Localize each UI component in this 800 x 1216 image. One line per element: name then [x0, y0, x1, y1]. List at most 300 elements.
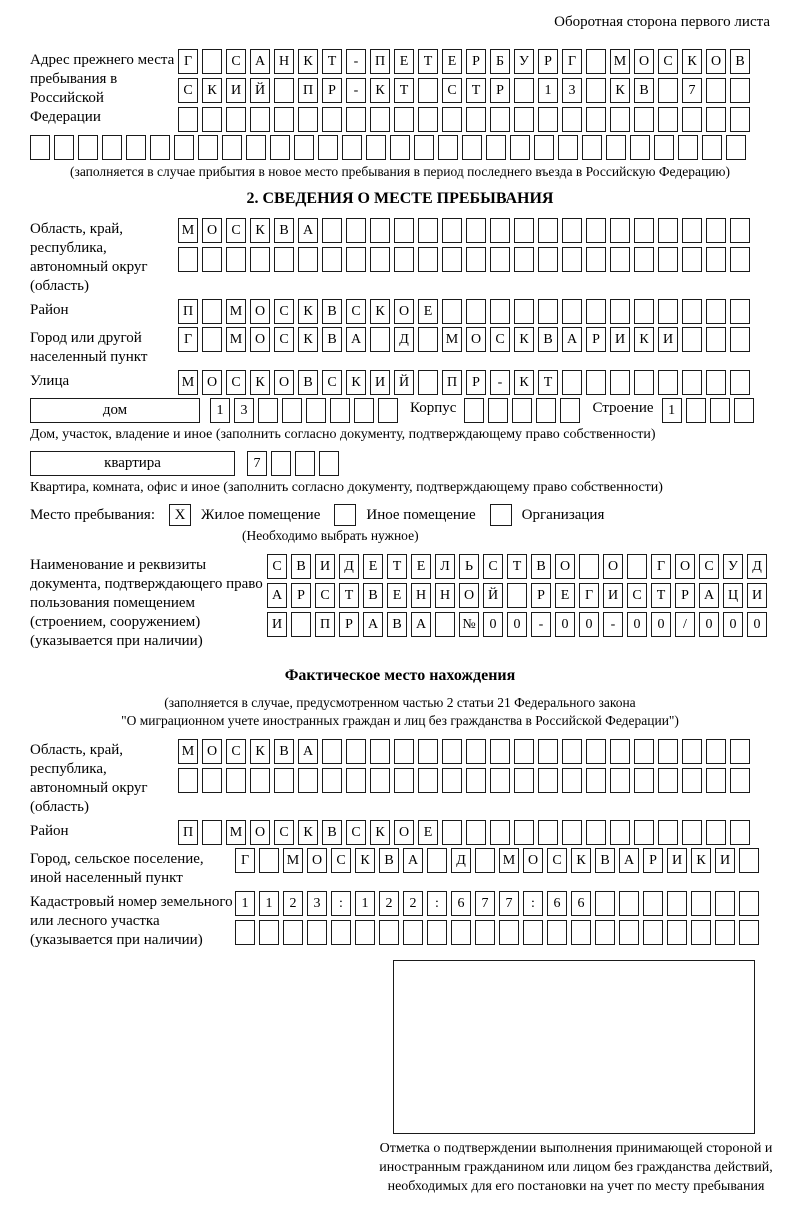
- form-cell[interactable]: 6: [451, 891, 471, 916]
- form-cell[interactable]: В: [730, 49, 750, 74]
- form-cell[interactable]: [390, 135, 410, 160]
- form-cell[interactable]: [418, 327, 438, 352]
- form-cell[interactable]: [538, 768, 558, 793]
- form-cell[interactable]: К: [250, 218, 270, 243]
- form-cell[interactable]: [427, 848, 447, 873]
- form-cell[interactable]: В: [387, 612, 407, 637]
- form-cell[interactable]: -: [346, 78, 366, 103]
- form-cell[interactable]: [739, 891, 759, 916]
- form-cell[interactable]: [606, 135, 626, 160]
- form-cell[interactable]: [202, 327, 222, 352]
- form-cell[interactable]: [682, 299, 702, 324]
- form-cell[interactable]: [466, 218, 486, 243]
- form-cell[interactable]: А: [562, 327, 582, 352]
- form-cell[interactable]: Л: [435, 554, 455, 579]
- form-cell[interactable]: О: [250, 327, 270, 352]
- form-cell[interactable]: Р: [291, 583, 311, 608]
- form-cell[interactable]: [610, 247, 630, 272]
- form-cell[interactable]: Н: [435, 583, 455, 608]
- form-cell[interactable]: [298, 768, 318, 793]
- form-cell[interactable]: [562, 768, 582, 793]
- form-cell[interactable]: [514, 78, 534, 103]
- form-cell[interactable]: [403, 920, 423, 945]
- form-cell[interactable]: [475, 848, 495, 873]
- form-cell[interactable]: [706, 218, 726, 243]
- form-cell[interactable]: [730, 820, 750, 845]
- form-cell[interactable]: О: [634, 49, 654, 74]
- form-cell[interactable]: [634, 370, 654, 395]
- form-cell[interactable]: 2: [403, 891, 423, 916]
- form-cell[interactable]: [658, 820, 678, 845]
- form-cell[interactable]: [466, 739, 486, 764]
- form-cell[interactable]: О: [555, 554, 575, 579]
- form-cell[interactable]: [202, 820, 222, 845]
- form-cell[interactable]: [514, 247, 534, 272]
- form-cell[interactable]: [354, 398, 374, 423]
- form-cell[interactable]: [658, 218, 678, 243]
- form-cell[interactable]: [523, 920, 543, 945]
- form-cell[interactable]: К: [370, 820, 390, 845]
- form-cell[interactable]: [634, 299, 654, 324]
- form-cell[interactable]: [490, 218, 510, 243]
- form-cell[interactable]: [418, 247, 438, 272]
- form-cell[interactable]: [466, 768, 486, 793]
- form-cell[interactable]: [274, 107, 294, 132]
- form-cell[interactable]: [730, 218, 750, 243]
- form-cell[interactable]: 0: [627, 612, 647, 637]
- form-cell[interactable]: [682, 107, 702, 132]
- form-cell[interactable]: [259, 920, 279, 945]
- form-cell[interactable]: [514, 107, 534, 132]
- form-cell[interactable]: [466, 820, 486, 845]
- form-cell[interactable]: Р: [586, 327, 606, 352]
- form-cell[interactable]: Р: [490, 78, 510, 103]
- form-cell[interactable]: [739, 920, 759, 945]
- form-cell[interactable]: [634, 768, 654, 793]
- form-cell[interactable]: [319, 451, 339, 476]
- form-cell[interactable]: [586, 768, 606, 793]
- form-cell[interactable]: [586, 247, 606, 272]
- form-cell[interactable]: [678, 135, 698, 160]
- form-cell[interactable]: И: [315, 554, 335, 579]
- form-cell[interactable]: К: [691, 848, 711, 873]
- form-cell[interactable]: [442, 739, 462, 764]
- form-cell[interactable]: 3: [234, 398, 254, 423]
- form-cell[interactable]: Д: [451, 848, 471, 873]
- form-cell[interactable]: И: [610, 327, 630, 352]
- form-cell[interactable]: Г: [651, 554, 671, 579]
- form-cell[interactable]: В: [531, 554, 551, 579]
- form-cell[interactable]: [682, 768, 702, 793]
- form-cell[interactable]: 0: [651, 612, 671, 637]
- form-cell[interactable]: Т: [466, 78, 486, 103]
- form-cell[interactable]: [667, 891, 687, 916]
- form-cell[interactable]: Г: [562, 49, 582, 74]
- form-cell[interactable]: [730, 327, 750, 352]
- form-cell[interactable]: [235, 920, 255, 945]
- form-cell[interactable]: [586, 78, 606, 103]
- form-cell[interactable]: Ь: [459, 554, 479, 579]
- form-cell[interactable]: Д: [339, 554, 359, 579]
- form-cell[interactable]: Т: [339, 583, 359, 608]
- form-cell[interactable]: [370, 247, 390, 272]
- form-cell[interactable]: [730, 739, 750, 764]
- form-cell[interactable]: [198, 135, 218, 160]
- form-cell[interactable]: [682, 247, 702, 272]
- form-cell[interactable]: [270, 135, 290, 160]
- form-cell[interactable]: О: [603, 554, 623, 579]
- form-cell[interactable]: [730, 247, 750, 272]
- form-cell[interactable]: [634, 107, 654, 132]
- form-cell[interactable]: [706, 820, 726, 845]
- form-cell[interactable]: [394, 768, 414, 793]
- form-cell[interactable]: [706, 327, 726, 352]
- form-cell[interactable]: 6: [571, 891, 591, 916]
- form-cell[interactable]: А: [250, 49, 270, 74]
- form-cell[interactable]: Р: [531, 583, 551, 608]
- form-cell[interactable]: А: [411, 612, 431, 637]
- form-cell[interactable]: [560, 398, 580, 423]
- form-cell[interactable]: [706, 247, 726, 272]
- form-cell[interactable]: В: [322, 327, 342, 352]
- form-cell[interactable]: К: [250, 739, 270, 764]
- form-cell[interactable]: [370, 107, 390, 132]
- form-cell[interactable]: [634, 218, 654, 243]
- form-cell[interactable]: А: [298, 739, 318, 764]
- form-cell[interactable]: С: [226, 739, 246, 764]
- form-cell[interactable]: [610, 768, 630, 793]
- form-cell[interactable]: С: [483, 554, 503, 579]
- form-cell[interactable]: Е: [363, 554, 383, 579]
- form-cell[interactable]: [682, 218, 702, 243]
- form-cell[interactable]: [178, 247, 198, 272]
- form-cell[interactable]: [318, 135, 338, 160]
- form-cell[interactable]: [558, 135, 578, 160]
- form-cell[interactable]: 1: [210, 398, 230, 423]
- form-cell[interactable]: [488, 398, 508, 423]
- form-cell[interactable]: -: [531, 612, 551, 637]
- form-cell[interactable]: [643, 920, 663, 945]
- form-cell[interactable]: :: [523, 891, 543, 916]
- form-cell[interactable]: К: [370, 299, 390, 324]
- form-cell[interactable]: К: [634, 327, 654, 352]
- form-cell[interactable]: [490, 768, 510, 793]
- form-cell[interactable]: [627, 554, 647, 579]
- form-cell[interactable]: 0: [723, 612, 743, 637]
- form-cell[interactable]: [706, 370, 726, 395]
- form-cell[interactable]: М: [226, 327, 246, 352]
- form-cell[interactable]: [730, 768, 750, 793]
- form-cell[interactable]: [658, 247, 678, 272]
- form-cell[interactable]: [394, 107, 414, 132]
- form-cell[interactable]: [346, 247, 366, 272]
- form-cell[interactable]: Ц: [723, 583, 743, 608]
- form-cell[interactable]: [514, 299, 534, 324]
- form-cell[interactable]: Т: [322, 49, 342, 74]
- form-cell[interactable]: [490, 820, 510, 845]
- form-cell[interactable]: [730, 370, 750, 395]
- form-cell[interactable]: О: [274, 370, 294, 395]
- stay-type-checkbox-residential[interactable]: X: [169, 504, 191, 526]
- form-cell[interactable]: [414, 135, 434, 160]
- form-cell[interactable]: В: [298, 370, 318, 395]
- form-cell[interactable]: [174, 135, 194, 160]
- form-cell[interactable]: [726, 135, 746, 160]
- form-cell[interactable]: [466, 247, 486, 272]
- form-cell[interactable]: Т: [507, 554, 527, 579]
- form-cell[interactable]: [586, 49, 606, 74]
- form-cell[interactable]: О: [466, 327, 486, 352]
- form-cell[interactable]: Е: [555, 583, 575, 608]
- form-cell[interactable]: [490, 107, 510, 132]
- form-cell[interactable]: 7: [475, 891, 495, 916]
- form-cell[interactable]: [490, 299, 510, 324]
- form-cell[interactable]: Р: [322, 78, 342, 103]
- form-cell[interactable]: [547, 920, 567, 945]
- form-cell[interactable]: Н: [411, 583, 431, 608]
- form-cell[interactable]: С: [658, 49, 678, 74]
- form-cell[interactable]: [274, 768, 294, 793]
- form-cell[interactable]: В: [595, 848, 615, 873]
- form-cell[interactable]: [586, 739, 606, 764]
- form-cell[interactable]: [342, 135, 362, 160]
- form-cell[interactable]: О: [706, 49, 726, 74]
- form-cell[interactable]: [610, 218, 630, 243]
- stay-type-checkbox-organization[interactable]: [490, 504, 512, 526]
- form-cell[interactable]: М: [442, 327, 462, 352]
- form-cell[interactable]: [710, 398, 730, 423]
- form-cell[interactable]: В: [379, 848, 399, 873]
- form-cell[interactable]: Г: [178, 49, 198, 74]
- form-cell[interactable]: [562, 370, 582, 395]
- form-cell[interactable]: [442, 218, 462, 243]
- form-cell[interactable]: И: [226, 78, 246, 103]
- form-cell[interactable]: С: [331, 848, 351, 873]
- form-cell[interactable]: С: [322, 370, 342, 395]
- form-cell[interactable]: В: [363, 583, 383, 608]
- form-cell[interactable]: М: [178, 370, 198, 395]
- form-cell[interactable]: О: [523, 848, 543, 873]
- form-cell[interactable]: [271, 451, 291, 476]
- form-cell[interactable]: Р: [466, 49, 486, 74]
- form-cell[interactable]: [534, 135, 554, 160]
- form-cell[interactable]: 7: [499, 891, 519, 916]
- form-cell[interactable]: К: [202, 78, 222, 103]
- form-cell[interactable]: [250, 247, 270, 272]
- form-cell[interactable]: Е: [442, 49, 462, 74]
- form-cell[interactable]: [730, 107, 750, 132]
- form-cell[interactable]: [202, 299, 222, 324]
- form-cell[interactable]: А: [363, 612, 383, 637]
- form-cell[interactable]: [654, 135, 674, 160]
- form-cell[interactable]: К: [298, 299, 318, 324]
- form-cell[interactable]: [630, 135, 650, 160]
- form-cell[interactable]: П: [178, 820, 198, 845]
- form-cell[interactable]: 0: [699, 612, 719, 637]
- form-cell[interactable]: [634, 247, 654, 272]
- form-cell[interactable]: 1: [538, 78, 558, 103]
- form-cell[interactable]: Б: [490, 49, 510, 74]
- form-cell[interactable]: [571, 920, 591, 945]
- form-cell[interactable]: 0: [747, 612, 767, 637]
- form-cell[interactable]: О: [394, 299, 414, 324]
- form-cell[interactable]: Й: [483, 583, 503, 608]
- form-cell[interactable]: К: [346, 370, 366, 395]
- form-cell[interactable]: И: [658, 327, 678, 352]
- form-cell[interactable]: Р: [339, 612, 359, 637]
- form-cell[interactable]: [466, 107, 486, 132]
- form-cell[interactable]: [331, 920, 351, 945]
- form-cell[interactable]: [126, 135, 146, 160]
- form-cell[interactable]: [512, 398, 532, 423]
- form-cell[interactable]: С: [490, 327, 510, 352]
- form-cell[interactable]: [490, 739, 510, 764]
- form-cell[interactable]: [582, 135, 602, 160]
- form-cell[interactable]: :: [427, 891, 447, 916]
- form-cell[interactable]: [222, 135, 242, 160]
- form-cell[interactable]: №: [459, 612, 479, 637]
- form-cell[interactable]: У: [514, 49, 534, 74]
- form-cell[interactable]: [538, 218, 558, 243]
- form-cell[interactable]: 1: [235, 891, 255, 916]
- form-cell[interactable]: [536, 398, 556, 423]
- form-cell[interactable]: [586, 370, 606, 395]
- form-cell[interactable]: [686, 398, 706, 423]
- form-cell[interactable]: [322, 218, 342, 243]
- form-cell[interactable]: С: [274, 820, 294, 845]
- form-cell[interactable]: 1: [259, 891, 279, 916]
- form-cell[interactable]: [298, 107, 318, 132]
- form-cell[interactable]: Е: [418, 299, 438, 324]
- form-cell[interactable]: О: [250, 820, 270, 845]
- form-cell[interactable]: [418, 739, 438, 764]
- form-cell[interactable]: [562, 218, 582, 243]
- form-cell[interactable]: [610, 820, 630, 845]
- form-cell[interactable]: М: [226, 820, 246, 845]
- form-cell[interactable]: Г: [235, 848, 255, 873]
- form-cell[interactable]: В: [634, 78, 654, 103]
- form-cell[interactable]: [682, 820, 702, 845]
- form-cell[interactable]: И: [715, 848, 735, 873]
- stay-type-checkbox-other[interactable]: [334, 504, 356, 526]
- form-cell[interactable]: [295, 451, 315, 476]
- form-cell[interactable]: О: [394, 820, 414, 845]
- form-cell[interactable]: С: [346, 820, 366, 845]
- form-cell[interactable]: 2: [283, 891, 303, 916]
- form-cell[interactable]: С: [346, 299, 366, 324]
- form-cell[interactable]: [619, 920, 639, 945]
- form-cell[interactable]: К: [250, 370, 270, 395]
- form-cell[interactable]: К: [571, 848, 591, 873]
- form-cell[interactable]: [226, 768, 246, 793]
- form-cell[interactable]: 6: [547, 891, 567, 916]
- form-cell[interactable]: [734, 398, 754, 423]
- form-cell[interactable]: [178, 107, 198, 132]
- form-cell[interactable]: В: [274, 218, 294, 243]
- form-cell[interactable]: А: [267, 583, 287, 608]
- form-cell[interactable]: [202, 768, 222, 793]
- form-cell[interactable]: [274, 78, 294, 103]
- form-cell[interactable]: [562, 107, 582, 132]
- form-cell[interactable]: [442, 768, 462, 793]
- form-cell[interactable]: [682, 370, 702, 395]
- form-cell[interactable]: -: [490, 370, 510, 395]
- form-cell[interactable]: [346, 739, 366, 764]
- form-cell[interactable]: [486, 135, 506, 160]
- form-cell[interactable]: 3: [562, 78, 582, 103]
- form-cell[interactable]: [586, 299, 606, 324]
- form-cell[interactable]: [379, 920, 399, 945]
- form-cell[interactable]: У: [723, 554, 743, 579]
- form-cell[interactable]: [282, 398, 302, 423]
- form-cell[interactable]: [370, 327, 390, 352]
- form-cell[interactable]: [658, 768, 678, 793]
- form-cell[interactable]: М: [610, 49, 630, 74]
- form-cell[interactable]: О: [202, 218, 222, 243]
- form-cell[interactable]: Р: [675, 583, 695, 608]
- form-cell[interactable]: [294, 135, 314, 160]
- form-cell[interactable]: [418, 218, 438, 243]
- form-cell[interactable]: Т: [394, 78, 414, 103]
- form-cell[interactable]: [30, 135, 50, 160]
- form-cell[interactable]: С: [547, 848, 567, 873]
- form-cell[interactable]: [442, 820, 462, 845]
- form-cell[interactable]: [514, 218, 534, 243]
- form-cell[interactable]: В: [291, 554, 311, 579]
- form-cell[interactable]: [595, 920, 615, 945]
- form-cell[interactable]: [514, 768, 534, 793]
- form-cell[interactable]: [226, 247, 246, 272]
- form-cell[interactable]: 0: [507, 612, 527, 637]
- form-cell[interactable]: [418, 107, 438, 132]
- form-cell[interactable]: [322, 768, 342, 793]
- form-cell[interactable]: К: [610, 78, 630, 103]
- form-cell[interactable]: Д: [747, 554, 767, 579]
- form-cell[interactable]: [510, 135, 530, 160]
- form-cell[interactable]: К: [355, 848, 375, 873]
- form-cell[interactable]: [322, 107, 342, 132]
- form-cell[interactable]: [78, 135, 98, 160]
- form-cell[interactable]: [691, 891, 711, 916]
- form-cell[interactable]: Т: [418, 49, 438, 74]
- form-cell[interactable]: О: [459, 583, 479, 608]
- form-cell[interactable]: [610, 299, 630, 324]
- form-cell[interactable]: 0: [483, 612, 503, 637]
- form-cell[interactable]: В: [274, 739, 294, 764]
- form-cell[interactable]: [394, 739, 414, 764]
- form-cell[interactable]: -: [346, 49, 366, 74]
- form-cell[interactable]: [330, 398, 350, 423]
- form-cell[interactable]: [702, 135, 722, 160]
- form-cell[interactable]: [475, 920, 495, 945]
- form-cell[interactable]: [562, 299, 582, 324]
- form-cell[interactable]: :: [331, 891, 351, 916]
- form-cell[interactable]: [715, 920, 735, 945]
- form-cell[interactable]: [226, 107, 246, 132]
- form-cell[interactable]: К: [298, 49, 318, 74]
- form-cell[interactable]: Е: [411, 554, 431, 579]
- form-cell[interactable]: [586, 820, 606, 845]
- form-cell[interactable]: О: [675, 554, 695, 579]
- form-cell[interactable]: [442, 107, 462, 132]
- form-cell[interactable]: [562, 820, 582, 845]
- form-cell[interactable]: [202, 49, 222, 74]
- form-cell[interactable]: [378, 398, 398, 423]
- form-cell[interactable]: 1: [662, 398, 682, 423]
- form-cell[interactable]: М: [283, 848, 303, 873]
- form-cell[interactable]: О: [307, 848, 327, 873]
- form-cell[interactable]: С: [627, 583, 647, 608]
